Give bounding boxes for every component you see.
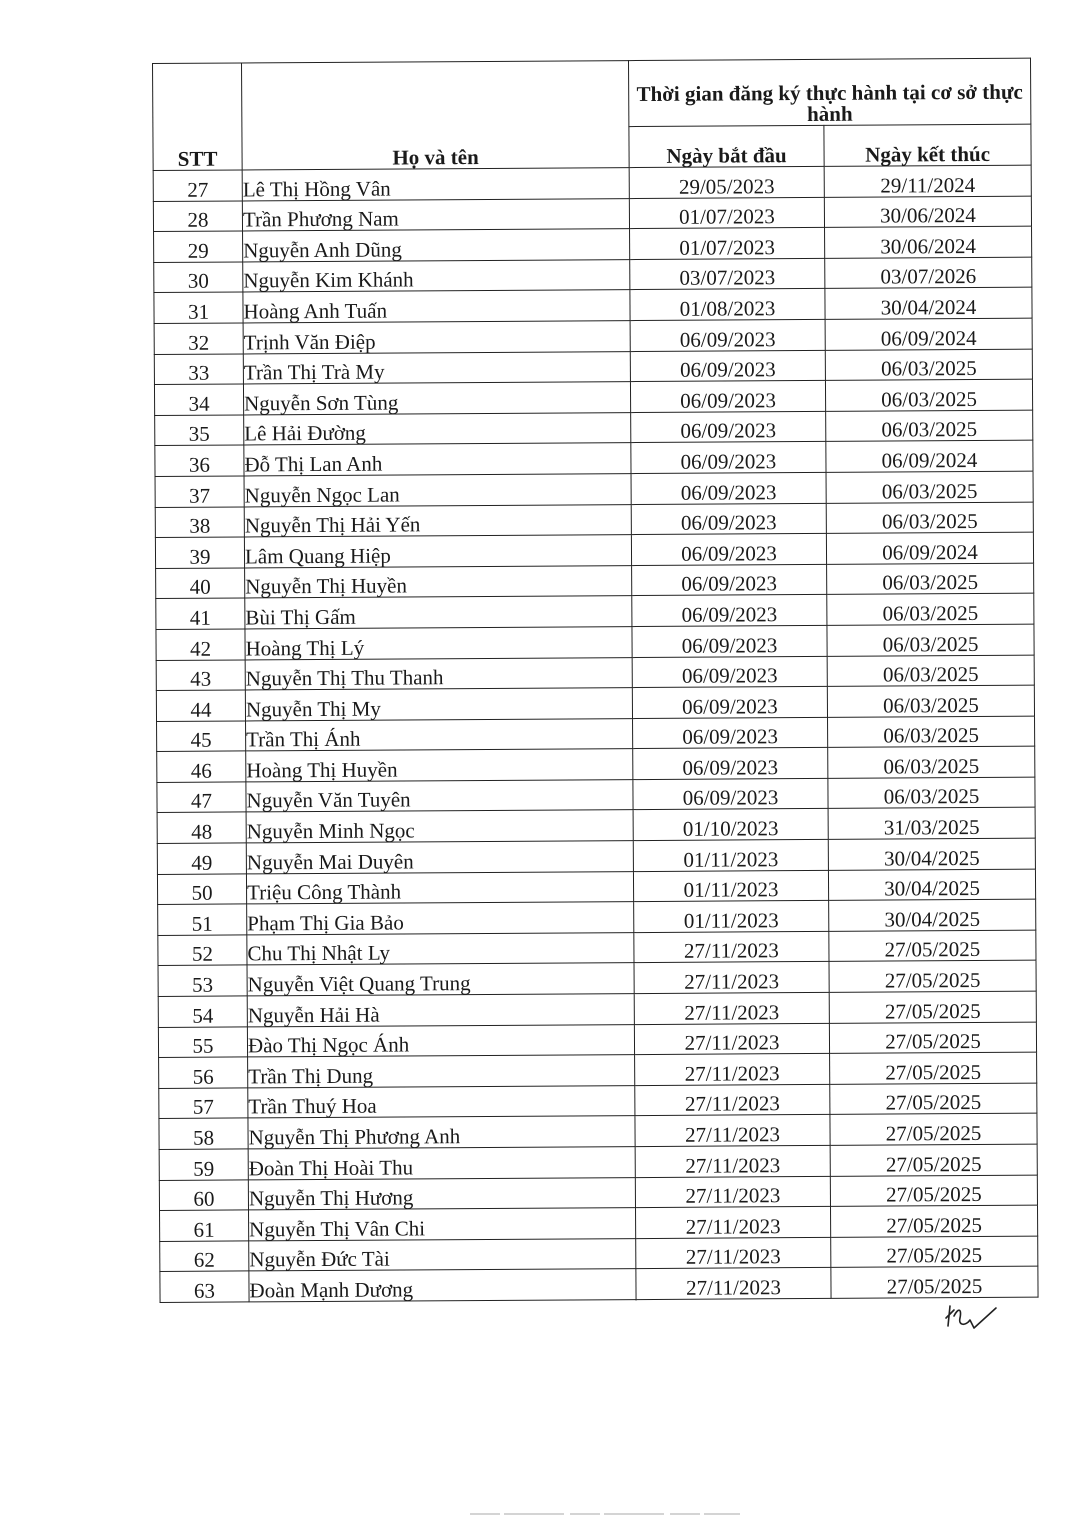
table-row <box>160 1266 1038 1302</box>
row-name: Nguyễn Thị Thu Thanh <box>245 657 632 690</box>
row-start-date: 27/11/2023 <box>635 1084 830 1116</box>
table-row <box>153 196 1031 232</box>
row-start-date: 01/08/2023 <box>630 289 825 321</box>
table-row <box>157 746 1035 782</box>
row-end-date: 06/03/2025 <box>826 502 1033 534</box>
row-start-date: 06/09/2023 <box>631 472 826 504</box>
row-end-date: 30/06/2024 <box>825 226 1032 258</box>
table-row <box>155 471 1033 507</box>
row-stt: 35 <box>155 415 244 446</box>
row-start-date: 01/11/2023 <box>633 839 828 871</box>
table-row <box>158 1022 1036 1058</box>
table-row <box>154 379 1032 415</box>
row-start-date: 29/05/2023 <box>629 166 824 198</box>
row-stt: 60 <box>159 1180 248 1211</box>
row-start-date: 06/09/2023 <box>632 686 827 718</box>
header-name: Họ và tên <box>242 61 630 170</box>
table-row <box>158 930 1036 966</box>
row-start-date: 27/11/2023 <box>635 1115 830 1147</box>
table-row <box>154 318 1032 354</box>
row-name: Nguyễn Thị Vân Chi <box>249 1208 636 1241</box>
row-name: Lâm Quang Hiệp <box>244 535 631 568</box>
table-row <box>155 440 1033 476</box>
row-end-date: 27/05/2025 <box>831 1236 1038 1268</box>
table-row <box>156 563 1034 599</box>
row-stt: 31 <box>154 292 243 323</box>
row-name: Nguyễn Mai Duyên <box>246 841 633 874</box>
row-stt: 56 <box>159 1057 248 1088</box>
row-name: Đoàn Mạnh Dương <box>249 1269 636 1302</box>
row-stt: 27 <box>153 170 242 201</box>
row-start-date: 06/09/2023 <box>631 442 826 474</box>
header-stt: STT <box>153 63 243 171</box>
row-start-date: 03/07/2023 <box>630 258 825 290</box>
row-stt: 32 <box>154 323 243 354</box>
row-start-date: 01/11/2023 <box>634 901 829 933</box>
row-name: Hoàng Anh Tuấn <box>243 290 630 323</box>
row-end-date: 27/05/2025 <box>830 1175 1037 1207</box>
row-stt: 51 <box>158 904 247 935</box>
row-end-date: 06/03/2025 <box>828 716 1035 748</box>
row-end-date: 30/04/2025 <box>829 899 1036 931</box>
row-name: Nguyễn Sơn Tùng <box>243 382 630 415</box>
table-row <box>155 410 1033 446</box>
row-start-date: 06/09/2023 <box>633 778 828 810</box>
row-end-date: 27/05/2025 <box>829 1022 1036 1054</box>
row-stt: 63 <box>160 1271 249 1302</box>
row-start-date: 27/11/2023 <box>635 1054 830 1086</box>
row-stt: 48 <box>157 812 246 843</box>
row-start-date: 06/09/2023 <box>631 534 826 566</box>
row-end-date: 06/03/2025 <box>825 379 1032 411</box>
row-stt: 41 <box>156 598 245 629</box>
row-start-date: 06/09/2023 <box>633 748 828 780</box>
row-end-date: 06/03/2025 <box>827 624 1034 656</box>
row-start-date: 06/09/2023 <box>630 350 825 382</box>
row-stt: 40 <box>156 568 245 599</box>
scan-artifact-line <box>470 1512 740 1516</box>
header-start-date: Ngày bắt đầu <box>629 125 824 167</box>
row-name: Trần Thị Trà My <box>243 351 630 384</box>
row-end-date: 06/03/2025 <box>828 746 1035 778</box>
table-row <box>155 502 1033 538</box>
row-name: Trần Thuý Hoa <box>248 1085 635 1118</box>
table-row <box>158 991 1036 1027</box>
row-stt: 42 <box>156 629 245 660</box>
signature-initials <box>940 1296 1000 1336</box>
row-end-date: 06/03/2025 <box>826 410 1033 442</box>
row-name: Nguyễn Anh Dũng <box>243 229 630 262</box>
table-header <box>153 58 1032 170</box>
row-end-date: 06/09/2024 <box>826 532 1033 564</box>
row-start-date: 06/09/2023 <box>631 411 826 443</box>
row-name: Trần Thị Ánh <box>246 718 633 751</box>
row-name: Đỗ Thị Lan Anh <box>244 443 631 476</box>
row-end-date: 27/05/2025 <box>831 1266 1038 1298</box>
header-end-date: Ngày kết thúc <box>824 124 1031 166</box>
row-name: Nguyễn Hải Hà <box>247 994 634 1027</box>
row-end-date: 06/03/2025 <box>827 685 1034 717</box>
row-name: Phạm Thị Gia Bảo <box>247 902 634 935</box>
row-start-date: 01/11/2023 <box>633 870 828 902</box>
row-start-date: 06/09/2023 <box>630 319 825 351</box>
row-end-date: 30/04/2025 <box>828 869 1035 901</box>
row-stt: 54 <box>158 996 247 1027</box>
row-end-date: 27/05/2025 <box>830 1144 1037 1176</box>
row-stt: 49 <box>157 843 246 874</box>
row-start-date: 06/09/2023 <box>632 564 827 596</box>
row-end-date: 27/05/2025 <box>829 961 1036 993</box>
row-end-date: 27/05/2025 <box>829 930 1036 962</box>
row-end-date: 06/03/2025 <box>827 563 1034 595</box>
row-name: Trần Thị Dung <box>248 1055 635 1088</box>
row-start-date: 27/11/2023 <box>634 1023 829 1055</box>
row-start-date: 27/11/2023 <box>634 931 829 963</box>
row-name: Đoàn Thị Hoài Thu <box>248 1147 635 1180</box>
row-name: Chu Thị Nhật Ly <box>247 932 634 965</box>
table-row <box>159 1052 1037 1088</box>
row-name: Triệu Công Thành <box>246 871 633 904</box>
row-name: Hoàng Thị Huyền <box>246 749 633 782</box>
row-end-date: 30/04/2024 <box>825 288 1032 320</box>
row-stt: 58 <box>159 1118 248 1149</box>
row-name: Nguyễn Thị Hương <box>248 1177 635 1210</box>
row-end-date: 27/05/2025 <box>830 1114 1037 1146</box>
row-name: Nguyễn Thị Huyền <box>245 565 632 598</box>
row-end-date: 30/06/2024 <box>824 196 1031 228</box>
row-name: Nguyễn Thị My <box>245 688 632 721</box>
row-stt: 30 <box>154 262 243 293</box>
row-name: Trần Phương Nam <box>242 198 629 231</box>
table-row <box>158 899 1036 935</box>
table-row <box>153 165 1031 201</box>
row-end-date: 27/05/2025 <box>830 1083 1037 1115</box>
table-row <box>157 777 1035 813</box>
table-row <box>159 1083 1037 1119</box>
row-start-date: 06/09/2023 <box>632 595 827 627</box>
row-stt: 47 <box>157 782 246 813</box>
row-stt: 52 <box>158 935 247 966</box>
row-stt: 55 <box>158 1027 247 1058</box>
table-row <box>157 838 1035 874</box>
row-stt: 39 <box>155 537 244 568</box>
row-start-date: 01/07/2023 <box>629 197 824 229</box>
row-stt: 33 <box>154 354 243 385</box>
row-name: Bùi Thị Gấm <box>245 596 632 629</box>
row-stt: 44 <box>156 690 245 721</box>
row-end-date: 03/07/2026 <box>825 257 1032 289</box>
row-start-date: 27/11/2023 <box>635 1176 830 1208</box>
row-name: Lê Hải Đường <box>244 412 631 445</box>
table-row <box>157 808 1035 844</box>
row-end-date: 06/03/2025 <box>827 655 1034 687</box>
row-stt: 37 <box>155 476 244 507</box>
row-start-date: 06/09/2023 <box>632 656 827 688</box>
row-name: Nguyễn Việt Quang Trung <box>247 963 634 996</box>
table-row <box>156 655 1034 691</box>
table-row <box>160 1236 1038 1272</box>
row-stt: 59 <box>159 1149 248 1180</box>
row-start-date: 01/07/2023 <box>630 228 825 260</box>
table-row <box>160 1205 1038 1241</box>
table-row <box>158 961 1036 997</box>
row-end-date: 30/04/2025 <box>828 838 1035 870</box>
table-row <box>155 532 1033 568</box>
table-row <box>157 869 1035 905</box>
row-name: Lê Thị Hồng Vân <box>242 168 629 201</box>
row-name: Trịnh Văn Điệp <box>243 321 630 354</box>
table-row <box>159 1144 1037 1180</box>
table-row <box>159 1175 1037 1211</box>
row-end-date: 27/05/2025 <box>829 991 1036 1023</box>
row-stt: 45 <box>157 721 246 752</box>
row-stt: 57 <box>159 1088 248 1119</box>
row-stt: 38 <box>155 506 244 537</box>
table-row <box>154 226 1032 262</box>
row-start-date: 27/11/2023 <box>636 1207 831 1239</box>
header-row-top <box>153 58 1031 129</box>
table-body <box>153 165 1038 1302</box>
row-end-date: 27/05/2025 <box>830 1052 1037 1084</box>
row-name: Nguyễn Ngọc Lan <box>244 474 631 507</box>
row-end-date: 06/09/2024 <box>825 318 1032 350</box>
row-start-date: 06/09/2023 <box>631 503 826 535</box>
row-end-date: 06/03/2025 <box>827 593 1034 625</box>
row-stt: 50 <box>157 874 246 905</box>
row-name: Nguyễn Kim Khánh <box>243 259 630 292</box>
table-row <box>156 593 1034 629</box>
row-stt: 62 <box>160 1241 249 1272</box>
row-stt: 34 <box>154 384 243 415</box>
table-row <box>156 685 1034 721</box>
table-row <box>156 624 1034 660</box>
row-start-date: 27/11/2023 <box>636 1237 831 1269</box>
row-start-date: 27/11/2023 <box>636 1268 831 1300</box>
row-start-date: 06/09/2023 <box>630 381 825 413</box>
row-start-date: 06/09/2023 <box>632 625 827 657</box>
row-end-date: 27/05/2025 <box>830 1205 1037 1237</box>
row-stt: 46 <box>157 751 246 782</box>
row-end-date: 06/03/2025 <box>826 471 1033 503</box>
row-stt: 28 <box>153 201 242 232</box>
row-name: Nguyễn Văn Tuyên <box>246 779 633 812</box>
row-name: Hoàng Thị Lý <box>245 626 632 659</box>
row-stt: 29 <box>154 231 243 262</box>
header-practice-period: Thời gian đăng ký thực hành tại cơ sở thực hành <box>628 58 1030 127</box>
table-row <box>157 716 1035 752</box>
row-start-date: 27/11/2023 <box>635 1145 830 1177</box>
row-start-date: 27/11/2023 <box>634 962 829 994</box>
row-stt: 53 <box>158 965 247 996</box>
row-stt: 61 <box>160 1210 249 1241</box>
row-end-date: 06/03/2025 <box>825 349 1032 381</box>
row-end-date: 29/11/2024 <box>824 165 1031 197</box>
row-name: Nguyễn Thị Hải Yến <box>244 504 631 537</box>
table-row <box>154 257 1032 293</box>
row-stt: 36 <box>155 445 244 476</box>
row-start-date: 27/11/2023 <box>634 992 829 1024</box>
row-name: Nguyễn Đức Tài <box>249 1238 636 1271</box>
table-row <box>154 288 1032 324</box>
registration-table <box>152 58 1039 1303</box>
row-start-date: 06/09/2023 <box>633 717 828 749</box>
table-row <box>159 1114 1037 1150</box>
row-name: Đào Thị Ngọc Ánh <box>247 1024 634 1057</box>
row-stt: 43 <box>156 659 245 690</box>
row-start-date: 01/10/2023 <box>633 809 828 841</box>
table-row <box>154 349 1032 385</box>
row-name: Nguyễn Thị Phương Anh <box>248 1116 635 1149</box>
row-end-date: 31/03/2025 <box>828 808 1035 840</box>
row-end-date: 06/09/2024 <box>826 440 1033 472</box>
row-end-date: 06/03/2025 <box>828 777 1035 809</box>
row-name: Nguyễn Minh Ngọc <box>246 810 633 843</box>
